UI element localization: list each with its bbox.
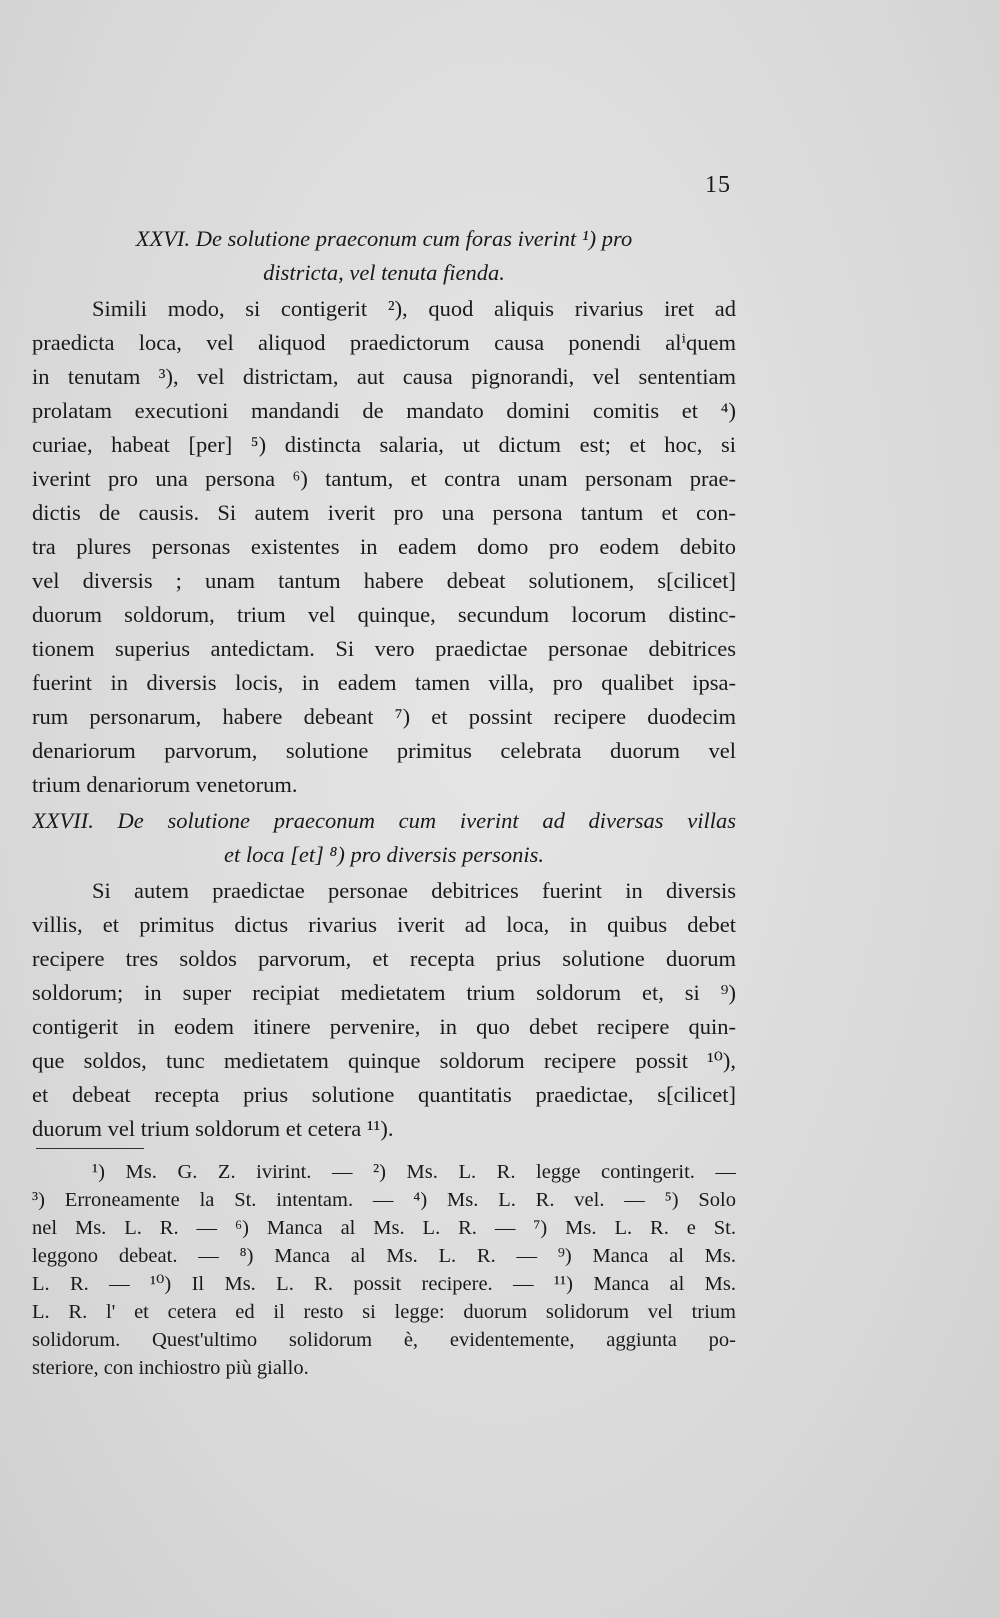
section-26-text-line: denariorum parvorum, solutione primitus celebrata duorum vel bbox=[32, 738, 736, 763]
section-27-text-line: et debeat recepta prius solutione quantitatis praedictae, s[cilicet] bbox=[32, 1082, 736, 1107]
footnote-line: L. R. — ¹⁰) Il Ms. L. R. possit recipere. — ¹¹) Manca al Ms. bbox=[32, 1273, 736, 1295]
section-27-heading-line-1: XXVII. De solutione praeconum cum iverint ad diversas villas bbox=[32, 808, 736, 833]
section-26-text-line: praedicta loca, vel aliquod praedictorum causa ponendi alⁱquem bbox=[32, 330, 736, 355]
footnote-line: steriore, con inchiostro più giallo. bbox=[32, 1357, 309, 1379]
footnote-line: leggono debeat. — ⁸) Manca al Ms. L. R. — ⁹) Manca al Ms. bbox=[32, 1245, 736, 1267]
section-26-text-line: fuerint in diversis locis, in eadem tamen villa, pro qualibet ipsa- bbox=[32, 670, 736, 695]
section-26-text-line: in tenutam ³), vel districtam, aut causa pignorandi, vel sententiam bbox=[32, 364, 736, 389]
section-26-text-line: duorum soldorum, trium vel quinque, secundum locorum distinc- bbox=[32, 602, 736, 627]
section-26-text-line: tra plures personas existentes in eadem domo pro eodem debito bbox=[32, 534, 736, 559]
section-26-text-line: rum personarum, habere debeant ⁷) et possint recipere duodecim bbox=[32, 704, 736, 729]
footnote-line: L. R. l' et cetera ed il resto si legge: duorum solidorum vel trium bbox=[32, 1301, 736, 1323]
footnote-line: ³) Erroneamente la St. intentam. — ⁴) Ms. L. R. vel. — ⁵) Solo bbox=[32, 1189, 736, 1211]
footnote-line: nel Ms. L. R. — ⁶) Manca al Ms. L. R. — ⁷) Ms. L. R. e St. bbox=[32, 1217, 736, 1239]
section-27-text-line: duorum vel trium soldorum et cetera ¹¹). bbox=[32, 1116, 394, 1141]
footnote-rule bbox=[36, 1148, 144, 1149]
section-27-text-line: soldorum; in super recipiat medietatem trium soldorum et, si ⁹) bbox=[32, 980, 736, 1005]
section-27-text-line: contigerit in eodem itinere pervenire, in quo debet recipere quin- bbox=[32, 1014, 736, 1039]
section-26-text-line: prolatam executioni mandandi de mandato domini comitis et ⁴) bbox=[32, 398, 736, 423]
section-27-text-line: recipere tres soldos parvorum, et recepta prius solutione duorum bbox=[32, 946, 736, 971]
section-27-text-line: que soldos, tunc medietatem quinque soldorum recipere possit ¹⁰), bbox=[32, 1048, 736, 1073]
section-26-text-line: dictis de causis. Si autem iverit pro una persona tantum et con- bbox=[32, 500, 736, 525]
section-26-text-line: trium denariorum venetorum. bbox=[32, 772, 298, 797]
section-26-text-line: tionem superius antedictam. Si vero praedictae personae debitrices bbox=[32, 636, 736, 661]
section-26-text-line: iverint pro una persona ⁶) tantum, et contra unam personam prae- bbox=[32, 466, 736, 491]
page-number: 15 bbox=[705, 172, 731, 198]
footnote-line: ¹) Ms. G. Z. ivirint. — ²) Ms. L. R. legge contingerit. — bbox=[92, 1161, 736, 1183]
section-27-text-line: villis, et primitus dictus rivarius iverit ad loca, in quibus debet bbox=[32, 912, 736, 937]
section-27-heading-line-2: et loca [et] ⁸) pro diversis personis. bbox=[223, 842, 545, 867]
section-26-heading-line-2: districta, vel tenuta fienda. bbox=[263, 260, 505, 285]
footnote-line: solidorum. Quest'ultimo solidorum è, evidentemente, aggiunta po- bbox=[32, 1329, 736, 1351]
section-26-text-line: vel diversis ; unam tantum habere debeat solutionem, s[cilicet] bbox=[32, 568, 736, 593]
section-26-heading-line-1: XXVI. De solutione praeconum cum foras iverint ¹) pro bbox=[135, 226, 633, 251]
section-26-text-line: curiae, habeat [per] ⁵) distincta salaria, ut dictum est; et hoc, si bbox=[32, 432, 736, 457]
section-26-text-line: Simili modo, si contigerit ²), quod aliquis rivarius iret ad bbox=[92, 296, 736, 321]
section-27-text-line: Si autem praedictae personae debitrices fuerint in diversis bbox=[92, 878, 736, 903]
